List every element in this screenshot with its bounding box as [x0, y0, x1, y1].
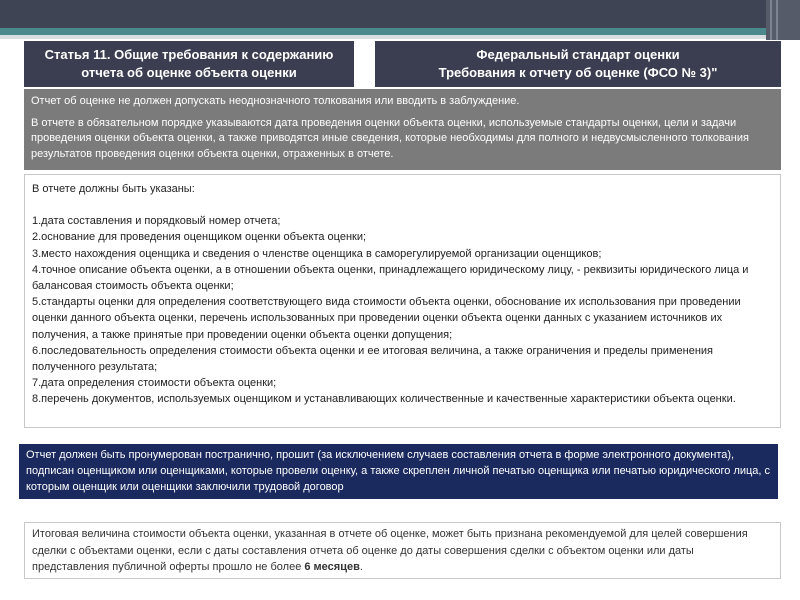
list-item: 5.стандарты оценки для определения соответствующего вида стоимости объекта оценки, обоснование их использования при проведении оценки данного объекта оценки, перечень использованных при проведении оценки объекта оценки данных с указанием источников их получения, а также принятые при проведении оценки объекта оценки допущения;	[32, 296, 741, 341]
list-item: 2.основание для проведения оценщиком оценки объекта оценки;	[32, 231, 367, 244]
list-item: 4.точное описание объекта оценки, а в отношении объекта оценки, принадлежащего юридическому лицу, - реквизиты юридического лица и балансовая стоимость объекта оценки;	[32, 263, 749, 293]
standard-title-line2: Требования к отчету об оценке (ФСО № 3)"	[438, 65, 718, 80]
required-items-box	[24, 174, 781, 428]
corner-decoration	[766, 0, 800, 40]
validity-note-tail: .	[359, 561, 363, 573]
top-banner-stripe	[0, 28, 800, 35]
list-item: 8.перечень документов, используемых оценщиком и устанавливающих количественные и качественные характеристики объекта оценки.	[32, 393, 736, 406]
list-item: 6.последовательность определения стоимости объекта оценки и ее итоговая величина, а также ограничения и пределы применения полученного результата;	[32, 344, 713, 374]
standard-title-header	[375, 41, 781, 87]
article-title-line1: Статья 11. Общие требования к содержанию	[44, 47, 334, 62]
standard-title-line1: Федеральный стандарт оценки	[476, 47, 680, 62]
binding-requirements-text: Отчет должен быть пронумерован постранично, прошит (за исключением случаев составления отчета в форме электронного документа), подписан оценщиком или оценщиками, которые провели оценку, а также скреплен личной печатью оценщика или печатью юридического лица, с которым оценщик или оценщики заключили трудовой договор	[26, 449, 771, 494]
intro-paragraph-1: Отчет об оценке не должен допускать неоднозначного толкования или вводить в заблуждение.	[31, 95, 520, 107]
top-banner-underline	[0, 35, 800, 39]
list-item: 7.дата определения стоимости объекта оценки;	[32, 377, 277, 390]
validity-period: 6 месяцев	[304, 561, 360, 573]
intro-paragraph-2: В отчете в обязательном порядке указываются дата проведения оценки объекта оценки, используемые стандарты оценки, цели и задачи проведения оценки объекта оценки, а также приводятся иные сведения, которые необходимы для полного и недвусмысленного толкования результатов проведения оценки объекта оценки, отраженных в отчете.	[31, 116, 749, 160]
top-banner	[0, 0, 800, 28]
list-item: 1.дата составления и порядковый номер отчета;	[32, 215, 281, 228]
list-item: 3.место нахождения оценщика и сведения о членстве оценщика в саморегулируемой организации оценщиков;	[32, 247, 602, 260]
binding-requirements-panel	[19, 444, 778, 499]
validity-note-text: Итоговая величина стоимости объекта оценки, указанная в отчете об оценке, может быть признана рекомендуемой для целей совершения сделки с объектами оценки, если с даты составления отчета об оценке до даты совершения сделки с объектом оценки или даты представления публичной оферты прошло не более	[32, 528, 748, 573]
spacer	[32, 197, 773, 213]
validity-note-box	[24, 522, 781, 579]
article-title-line2: отчета об оценке объекта оценки	[81, 65, 297, 80]
required-items-heading: В отчете должны быть указаны:	[32, 183, 195, 195]
article-title-header	[24, 41, 354, 87]
intro-panel	[24, 89, 781, 170]
